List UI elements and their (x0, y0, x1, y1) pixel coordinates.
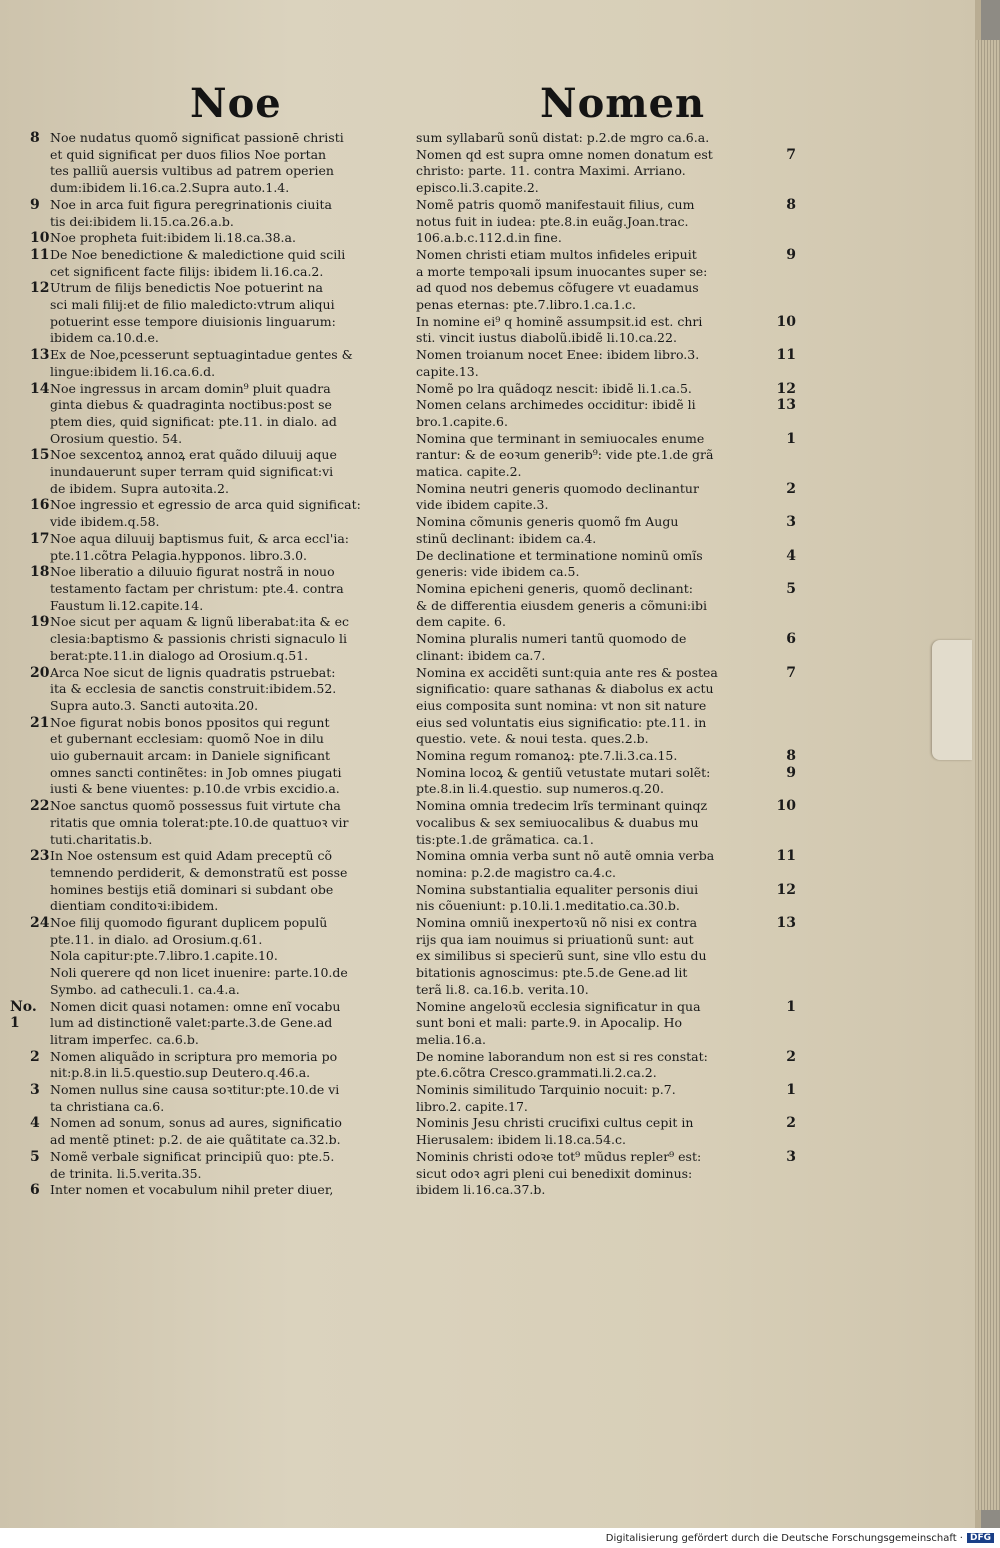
entry-number: 13 (776, 397, 796, 414)
entry-text: Nomen qd est supra omne nomen donatum est christo: parte. 11. contra Maximi. Arriano. episco.li.3.capite.2. (416, 146, 713, 196)
index-entry (416, 798, 796, 848)
entry-text: Nomina neutri generis quomodo declinantur vide ibidem capite.3. (416, 480, 699, 513)
index-entry (10, 347, 402, 380)
entry-number: 11 (776, 347, 796, 364)
index-entry (10, 798, 402, 848)
index-entry (10, 848, 402, 915)
index-entry (10, 280, 402, 347)
entry-text: Utrum de filijs benedictis Noe potuerint na sci mali filij:et de filio maledicto:vtrum aliqui potuerint esse tempore diuisionis linguarum: ibidem ca.10.d.e. (50, 280, 336, 346)
entry-number: 12 (776, 881, 796, 898)
entry-text: In Noe ostensum est quid Adam preceptũ cõ temnendo perdiderit, & demonstratũ est posse homines bestijs etiã dominari si subdant obe dientiam conditoꝛi:ibidem. (50, 848, 348, 914)
entry-number: 3 (786, 514, 796, 531)
entry-text: Noe filij quomodo figurant duplicem populũ pte.11. in dialo. ad Orosium.q.61. Nola capitur:pte.7.libro.1.capite.10. Noli querere qd non licet inuenire: parte.10.de Symbo. ad catheculi.1. ca.4.a. (50, 915, 348, 997)
footer-bar (0, 1528, 1000, 1548)
index-entry (416, 1082, 796, 1115)
entry-text: In nomine ei⁹ q hominẽ assumpsit.id est. chri sti. vincit iustus diabolũ.ibidẽ li.10.ca.22. (416, 313, 703, 346)
entry-number: 8 (786, 196, 796, 213)
index-entry (416, 431, 796, 481)
entry-text: Inter nomen et vocabulum nihil preter diuer, (50, 1182, 334, 1198)
entry-text: Nomina cõmunis generis quomõ fm Augu stinũ declinant: ibidem ca.4. (416, 514, 679, 546)
entry-text: Nomen nullus sine causa soꝛtitur:pte.10.de vi ta christiana ca.6. (50, 1082, 340, 1114)
entry-number: 5 (30, 1148, 40, 1165)
entry-number: 18 (30, 564, 50, 581)
entry-text: Nomẽ po lra quãdoqz nescit: ibidẽ li.1.ca.5. (416, 380, 692, 396)
index-entry (416, 397, 796, 430)
entry-text: Nomina ex accidẽti sunt:quia ante res & postea significatio: quare sathanas & diabolus ex actu eius composita sunt nomina: vt non sit nature eius sed voluntatis eius significatio: pte.11. in questio. vete. & noui testa. ques.2.b. (416, 664, 718, 747)
index-entry (416, 915, 796, 999)
index-entry (10, 1082, 402, 1115)
left-column (10, 130, 402, 1199)
entry-number: 8 (786, 748, 796, 765)
index-entry (416, 314, 796, 347)
entry-number: 6 (786, 631, 796, 648)
index-entry (10, 999, 402, 1049)
entry-text: De declinatione et terminatione nominũ omĩs generis: vide ibidem ca.5. (416, 547, 703, 580)
index-entry (416, 481, 796, 514)
index-entry (416, 1149, 796, 1199)
entry-number: 15 (30, 447, 50, 464)
entry-text: Noe propheta fuit:ibidem li.18.ca.38.a. (50, 230, 296, 246)
entry-text: Nomẽ verbale significat principiũ quo: pte.5. de trinita. li.5.verita.35. (50, 1148, 335, 1181)
index-entry (10, 614, 402, 664)
entry-text: Nomen troianum nocet Enee: ibidem libro.3. capite.13. (416, 347, 700, 379)
index-entry (416, 1049, 796, 1082)
index-entry (10, 230, 402, 247)
index-entry (10, 497, 402, 530)
entry-text: Noe ingressio et egressio de arca quid significat: vide ibidem.q.58. (50, 497, 361, 530)
index-entry (10, 447, 402, 497)
entry-text: Nomina regum romanoꝝ: pte.7.li.3.ca.15. (416, 748, 678, 764)
entry-text: Nomen ad sonum, sonus ad aures, significatio ad mentẽ ptinet: p.2. de aie quãtitate ca.32.b. (50, 1115, 342, 1148)
index-entry (10, 915, 402, 999)
entry-text: Noe aqua diluuij baptismus fuit, & arca eccl'ia: pte.11.cõtra Pelagia.hypponos. libro.3.0. (50, 530, 349, 563)
index-entry (10, 1049, 402, 1082)
entry-text: Nomen christi etiam multos infideles eripuit a morte tempoꝛali ipsum inuocantes super se: ad quod nos debemus cõfugere vt euadamus penas eternas: pte.7.libro.1.ca.1.c. (416, 246, 708, 313)
entry-text: Noe in arca fuit figura peregrinationis ciuita tis dei:ibidem li.15.ca.26.a.b. (50, 196, 332, 229)
entry-number: 20 (30, 664, 50, 681)
index-entry (10, 247, 402, 280)
entry-number: 2 (786, 1115, 796, 1132)
entry-number: 17 (30, 530, 50, 547)
entry-number: 3 (30, 1082, 40, 1099)
index-entry (416, 665, 796, 749)
entry-text: Noe sanctus quomõ possessus fuit virtute cha ritatis que omnia tolerat:pte.10.de quattuoꝛ vir tuti.charitatis.b. (50, 798, 349, 847)
entry-text: Nomina omniũ inexpertoꝛũ nõ nisi ex contra rijs qua iam nouimus si priuationũ sunt: aut ex similibus si specierũ sunt, sine vllo estu du bitationis agnoscimus: pte.5.de Gene.ad lit terã li.8. ca.16.b. verita.10. (416, 915, 707, 997)
entry-text: Nomina omnia tredecim lrĩs terminant quinqz vocalibus & sex semiuocalibus & duabus mu tis:pte.1.de grãmatica. ca.1. (416, 798, 708, 847)
entry-text: Noe sicut per aquam & lignũ liberabat:ita & ec clesia:baptismo & passionis christi signaculo li berat:pte.11.in dialogo ad Orosium.q.51. (50, 614, 350, 663)
index-entry (416, 1115, 796, 1148)
dfg-logo: DFG (967, 1533, 994, 1543)
entry-number: 23 (30, 848, 50, 865)
entry-number: 13 (776, 915, 796, 932)
entry-number: 19 (30, 614, 50, 631)
entry-text: Nomina substantialia equaliter personis diui nis cõueniunt: p.10.li.1.meditatio.ca.30.b. (416, 881, 699, 914)
page-edge (976, 40, 1000, 1510)
index-entry (10, 564, 402, 614)
entry-text: Nomen aliquãdo in scriptura pro memoria po nit:p.8.in li.5.questio.sup Deutero.q.46.a. (50, 1048, 338, 1081)
entry-text: sum syllabarũ sonũ distat: p.2.de mgro ca.6.a. (416, 130, 710, 145)
index-entry (416, 581, 796, 631)
index-entry (416, 147, 796, 197)
entry-text: Nomina epicheni generis, quomõ declinant: & de differentia eiusdem generis a cõmuni:ibi dem capite. 6. (416, 580, 708, 630)
entry-number: 2 (30, 1048, 40, 1065)
entry-text: Nominis similitudo Tarquinio nocuit: p.7. libro.2. capite.17. (416, 1082, 676, 1114)
entry-text: Nomina pluralis numeri tantũ quomodo de clinant: ibidem ca.7. (416, 631, 687, 663)
index-entry (416, 882, 796, 915)
entry-number: 2 (786, 1048, 796, 1065)
running-head-right: Nomen (540, 80, 706, 127)
entry-number: 11 (776, 848, 796, 865)
index-entry (10, 381, 402, 448)
entry-text: Nomine angeloꝛũ ecclesia significatur in qua sunt boni et mali: parte.9. in Apocalip. Ho melia.16.a. (416, 998, 701, 1047)
entry-text: Nomẽ patris quomõ manifestauit filius, cum notus fuit in iudea: pte.8.in euãg.Joan.trac. 106.a.b.c.112.d.in fine. (416, 196, 695, 246)
entry-number: 24 (30, 915, 50, 932)
entry-number: 1 (786, 998, 796, 1015)
index-entry (416, 197, 796, 247)
entry-text: Arca Noe sicut de lignis quadratis pstruebat: ita & ecclesia de sanctis construit:ibidem.52. Supra auto.3. Sancti autoꝛita.20. (50, 664, 337, 713)
entry-text: Noe ingressus in arcam domin⁹ pluit quadra ginta diebus & quadraginta noctibus:post se ptem dies, quid significat: pte.11. in dialo. ad Orosium questio. 54. (50, 380, 337, 446)
entry-number: 22 (30, 798, 50, 815)
bookmark-tab (932, 640, 972, 760)
index-entry (416, 848, 796, 881)
entry-number: 4 (786, 547, 796, 564)
entry-number: 10 (776, 798, 796, 815)
entry-text: Nomina locoꝝ & gentiũ vetustate mutari solẽt: pte.8.in li.4.questio. sup numeros.q.20. (416, 764, 711, 797)
entry-text: De nomine laborandum non est si res constat: pte.6.cõtra Cresco.grammati.li.2.ca.2. (416, 1048, 708, 1081)
entry-number: No. 1 (10, 998, 37, 1032)
entry-text: Ex de Noe,pcesserunt septuagintadue gentes & lingue:ibidem li.16.ca.6.d. (50, 347, 353, 379)
index-entry (10, 197, 402, 230)
index-entry (10, 715, 402, 799)
index-entry (10, 665, 402, 715)
entry-number: 12 (30, 280, 50, 297)
index-entry (416, 130, 796, 147)
index-entry (10, 130, 402, 197)
entry-number: 3 (786, 1148, 796, 1165)
entry-number: 9 (30, 196, 40, 213)
entry-text: Nomen celans archimedes occiditur: ibidẽ li bro.1.capite.6. (416, 397, 696, 429)
entry-number: 4 (30, 1115, 40, 1132)
index-entry (416, 999, 796, 1049)
index-entry (416, 631, 796, 664)
entry-text: Noe sexcentoꝝ annoꝝ erat quãdo diluuij aque inundauerunt super terram quid significat:vi de ibidem. Supra autoꝛita.2. (50, 447, 337, 496)
entry-text: Noe nudatus quomõ significat passionē christi et quid significat per duos filios Noe portan tes palliũ auersis vultibus ad patrem operien dum:ibidem li.16.ca.2.Supra auto.1.4. (50, 130, 344, 196)
entry-text: De Noe benedictione & maledictione quid scili cet significent facte filijs: ibidem li.16.ca.2. (50, 246, 346, 279)
entry-text: Nomina que terminant in semiuocales enume rantur: & de eoꝛum generib⁹: vide pte.1.de grã matica. capite.2. (416, 430, 714, 480)
index-entry (416, 381, 796, 398)
entry-number: 2 (786, 480, 796, 497)
index-entry (10, 1182, 402, 1199)
entry-number: 14 (30, 380, 50, 397)
index-entry (10, 1149, 402, 1182)
entry-number: 12 (776, 380, 796, 397)
running-head-left: Noe (190, 80, 282, 127)
index-entry (416, 347, 796, 380)
index-entry (416, 765, 796, 798)
entry-number: 9 (786, 764, 796, 781)
entry-number: 5 (786, 580, 796, 597)
entry-text: Nomina omnia verba sunt nõ autẽ omnia verba nomina: p.2.de magistro ca.4.c. (416, 848, 715, 880)
footer-text: Digitalisierung gefördert durch die Deutsche Forschungsgemeinschaft · (605, 1532, 963, 1544)
index-entry (10, 531, 402, 564)
entry-text: Nomen dicit quasi notamen: omne enĩ vocabu lum ad distinctionẽ valet:parte.3.de Gene.ad litram imperfec. ca.6.b. (50, 998, 341, 1047)
entry-number: 16 (30, 497, 50, 514)
entry-number: 13 (30, 347, 50, 364)
entry-number: 7 (786, 146, 796, 163)
entry-number: 1 (786, 430, 796, 447)
entry-number: 6 (30, 1182, 40, 1199)
right-column (416, 130, 796, 1199)
entry-number: 10 (776, 313, 796, 330)
index-entry (416, 548, 796, 581)
index-entry (416, 247, 796, 314)
entry-number: 11 (30, 246, 50, 263)
entry-number: 10 (30, 230, 50, 247)
entry-text: Noe liberatio a diluuio figurat nostrã in nouo testamento factam per christum: pte.4. contra Faustum li.12.capite.14. (50, 564, 344, 613)
index-entry (416, 748, 796, 765)
index-entry (10, 1115, 402, 1148)
entry-number: 7 (786, 664, 796, 681)
entry-text: Noe figurat nobis bonos ppositos qui regunt et gubernant ecclesiam: quomõ Noe in dilu uio gubernauit arcam: in Daniele significant omnes sancti continẽtes: in Job omnes piugati iusti & bene viuentes: p.10.de vrbis excidio.a. (50, 714, 342, 797)
index-entry (416, 514, 796, 547)
entry-number: 21 (30, 714, 50, 731)
entry-number: 8 (30, 130, 40, 146)
entry-text: Nominis Jesu christi crucifixi cultus cepit in Hierusalem: ibidem li.18.ca.54.c. (416, 1115, 694, 1148)
entry-number: 1 (786, 1082, 796, 1099)
entry-number: 9 (786, 246, 796, 263)
entry-text: Nominis christi odoꝛe tot⁹ mũdus repler⁹ est: sicut odoꝛ agri pleni cui benedixit dominus: ibidem li.16.ca.37.b. (416, 1148, 702, 1198)
